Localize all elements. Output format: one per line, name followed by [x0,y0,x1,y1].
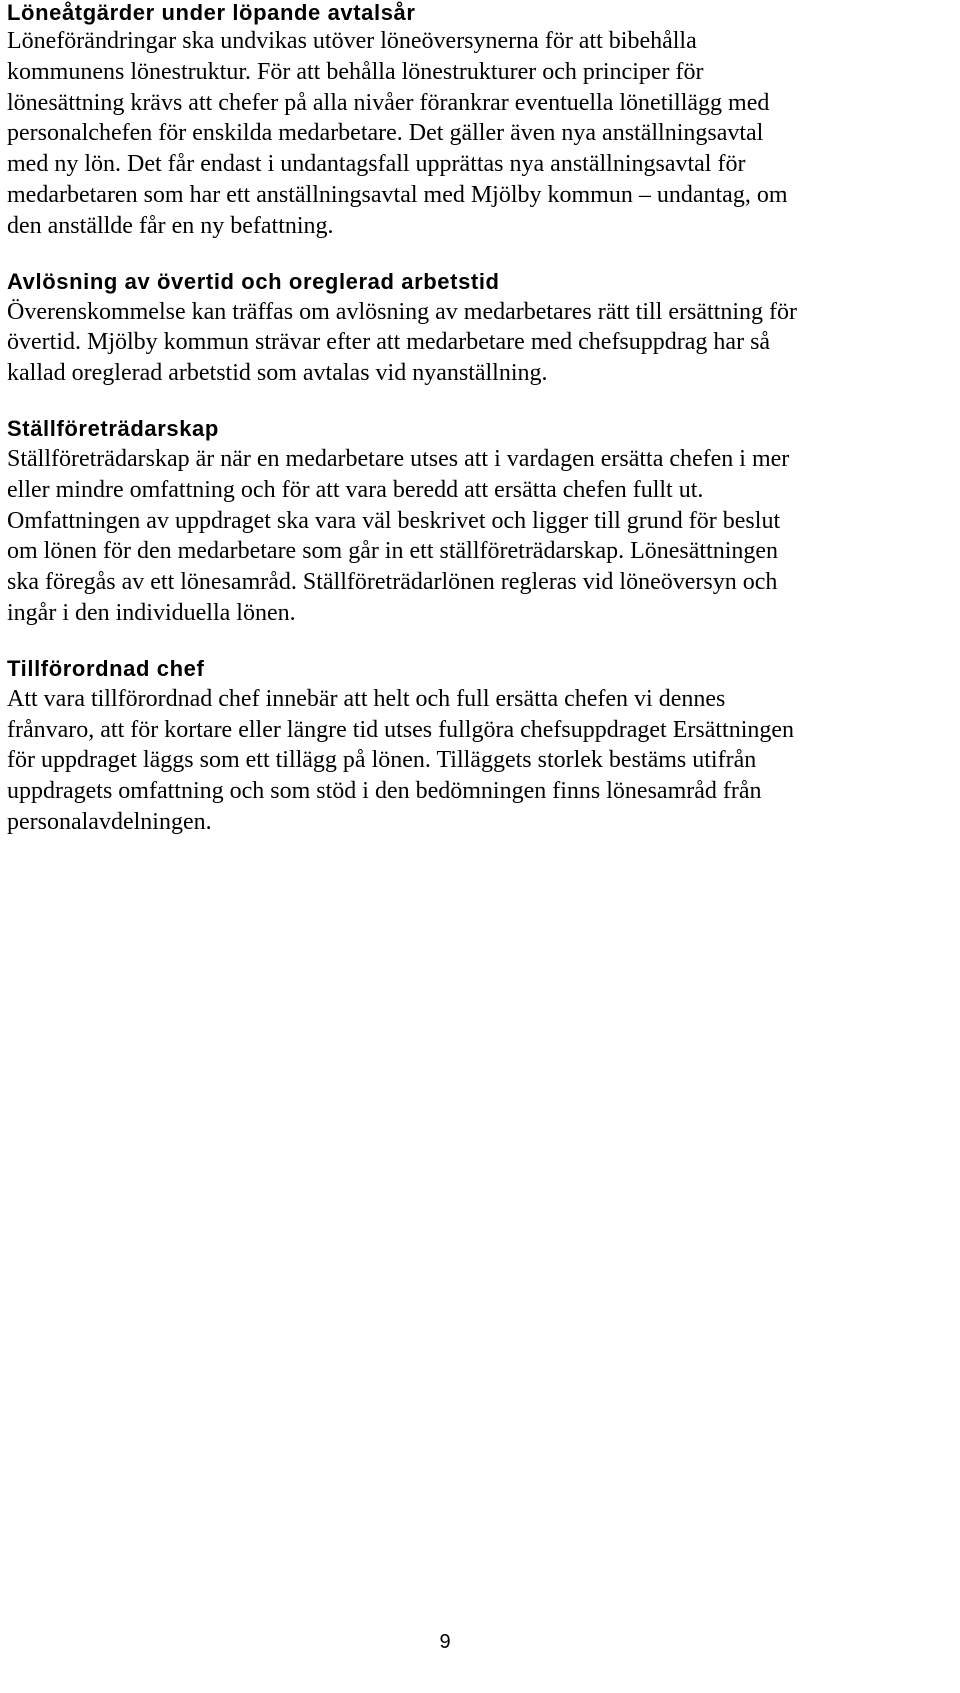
paragraph-line: Ställföreträdarskap är när en medarbetare utses att i vardagen ersätta chefen i mer [7,445,790,472]
section-heading: Tillförordnad chef [7,655,205,681]
document-page [7,0,955,863]
paragraph-line: uppdragets omfattning och som stöd i den bedömningen finns lönesamråd från [7,778,762,805]
paragraph-line: personalavdelningen. [7,808,212,835]
paragraph-line: kommunens lönestruktur. För att behålla lönestrukturer och principer för [7,58,704,85]
section-avlosning-overtid [7,267,955,389]
section-heading: Löneåtgärder under löpande avtalsår [7,0,416,25]
paragraph-line: lönesättning krävs att chefer på alla nivåer förankrar eventuella lönetillägg med [7,89,770,116]
paragraph-line: den anställde får en ny befattning. [7,212,334,239]
section-paragraph [7,26,955,242]
section-stallforetradarskap [7,414,955,629]
section-paragraph [7,684,955,838]
section-paragraph [7,297,955,389]
paragraph-line: om lönen för den medarbetare som går in ett ställföreträdarskap. Lönesättningen [7,538,779,565]
section-loneatgarder [7,0,955,242]
section-tillforordnad-chef [7,654,955,838]
section-paragraph [7,444,955,629]
paragraph-line: personalchefen för enskilda medarbetare. Det gäller även nya anställningsavtal [7,120,764,147]
paragraph-line: frånvaro, att för kortare eller längre tid utses fullgöra chefsuppdraget Ersättningen [7,716,795,743]
paragraph-line: för uppdraget läggs som ett tillägg på lönen. Tilläggets storlek bestäms utifrån [7,747,757,774]
paragraph-line: kallad oreglerad arbetstid som avtalas vid nyanställning. [7,360,548,387]
paragraph-line: ingår i den individuella lönen. [7,599,296,626]
section-heading: Avlösning av övertid och oreglerad arbetstid [7,268,500,294]
paragraph-line: Löneförändringar ska undvikas utöver löneöversynerna för att bibehålla [7,28,697,54]
paragraph-line: Att vara tillförordnad chef innebär att helt och full ersätta chefen vi dennes [7,685,726,712]
paragraph-line: Omfattningen av uppdraget ska vara väl beskrivet och ligger till grund för beslut [7,507,781,534]
page-number: 9 [439,1631,451,1653]
paragraph-line: medarbetaren som har ett anställningsavtal med Mjölby kommun – undantag, om [7,181,788,208]
paragraph-line: ska föregås av ett lönesamråd. Ställföreträdarlönen regleras vid löneöversyn och [7,569,778,596]
paragraph-line: Överenskommelse kan träffas om avlösning av medarbetares rätt till ersättning för [7,298,797,325]
paragraph-line: eller mindre omfattning och för att vara beredd att ersätta chefen fullt ut. [7,476,704,503]
section-heading: Ställföreträdarskap [7,415,219,441]
paragraph-line: övertid. Mjölby kommun strävar efter att medarbetare med chefsuppdrag har så [7,329,771,356]
paragraph-line: med ny lön. Det får endast i undantagsfall upprättas nya anställningsavtal för [7,151,746,178]
